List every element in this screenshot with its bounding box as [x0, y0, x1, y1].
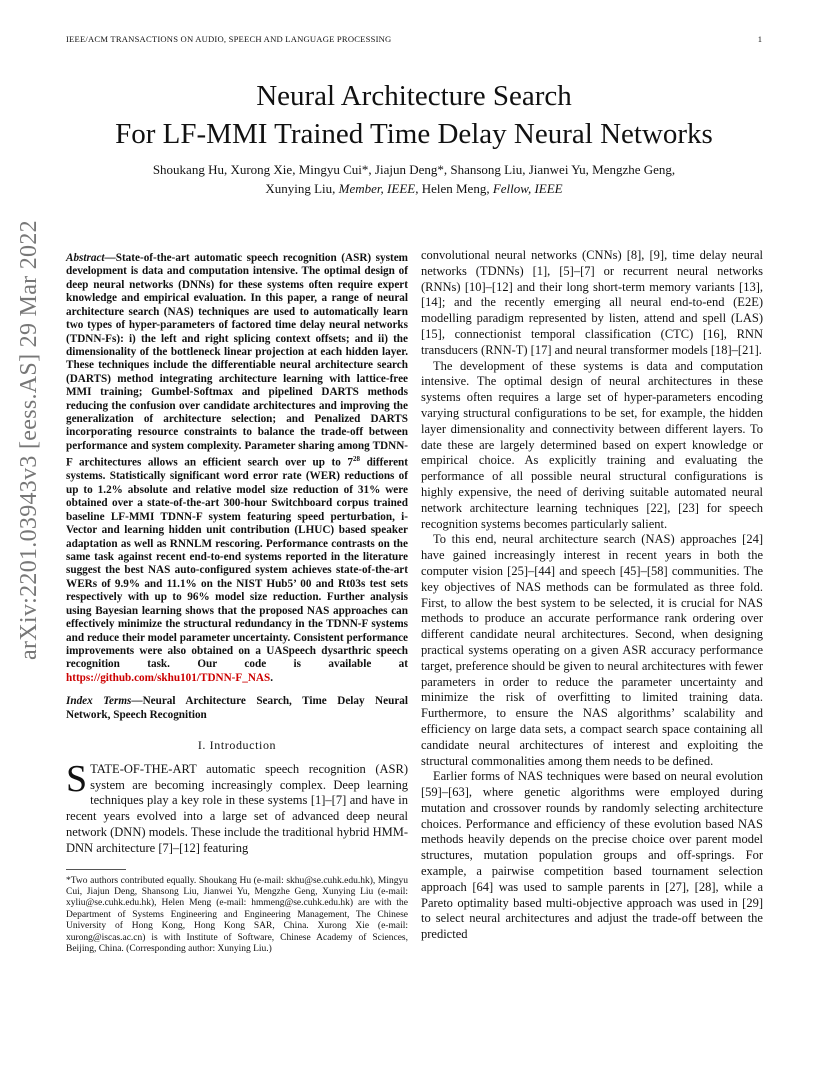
index-terms [66, 695, 408, 722]
index-terms-lead: Index Terms [66, 695, 132, 708]
paper-title [0, 77, 828, 153]
abstract-text: —State-of-the-art automatic speech recognition (ASR) system development is data and computation intensive. The optimal design of deep neural networks (DNNs) for these systems often require expert knowledge and empirical evaluation. In this paper, a range of neural architecture search (NAS) techniques are used to automatically learn two types of hyper-parameters of factored time delay neural networks (TDNN-Fs): i) the left and right splicing context offsets; and ii) the dimensionality of the bottleneck linear projection at each hidden layer. These techniques include the differentiable neural architecture search (DARTS) method integrating architecture learning with lattice-free MMI training; Gumbel-Softmax and pipelined DARTS methods reducing the confusion over candidate architectures and improving the generalization of architecture selection; and Penalized DARTS incorporating resource constraints to balance the trade-off between performance and system complexity. Parameter sharing among TDNN-F architectures allows an efficient search over up to 7 [66, 252, 408, 470]
authors-line-2 [90, 179, 738, 198]
author-title-fellow: Fellow, IEEE [492, 181, 563, 196]
introduction-paragraph [66, 757, 408, 857]
right-column [421, 248, 763, 943]
footnote-rule [66, 869, 126, 870]
code-link[interactable]: https://github.com/skhu101/TDNN-F_NAS [66, 671, 271, 684]
author-list [90, 160, 738, 198]
body-paragraph-3: To this end, neural architecture search (NAS) approaches [24] have gained increasingly interest in recent years in both the computer vision [25]–[44] and speech [45]–[58] communities. The key objectives of NAS methods can be formulated as three fold. First, to allow the best system to be selected, it is crucial for NAS methods to produce an accurate performance rank ordering over different candidate neural architectures. Second, when designing practical systems operating on a given ASR accuracy performance target, preference should be given to neural architectures with fewer parameters in order to reduce the parameter uncertainty and minimize the risk of overfitting to limited training data. Furthermore, to ensure the NAS algorithms’ scalability and efficiency on large data sets, a compact search space containing all candidate neural architectures of interest and exploiting the structural commonalities among them needs to be defined. [421, 532, 763, 768]
abstract [66, 252, 408, 685]
author-title-member: Member, IEEE [338, 181, 416, 196]
abstract-text-cont: different systems. Statistically significant word error rate (WER) reductions of up to 1.2% absolute and relative model size reduction of 31% were obtained over a state-of-the-art 300-hour Switchboard corpus trained baseline LF-MMI TDNN-F system featuring speed perturbation, i-Vector and learning hidden unit contribution (LHUC) based speaker adaptation as well as RNNLM rescoring. Performance contrasts on the same task against recent end-to-end systems reported in the literature suggest the best NAS auto-configured system achieves state-of-the-art WERs of 9.9% and 11.1% on the NIST Hub5’ 00 and Rt03s test sets respectively with up to 96% model size reduction. Further analysis using Bayesian learning shows that the proposed NAS approaches can effectively minimize the structural redundancy in the TDNN-F systems and reduce their model parameter uncertainty. Consistent performance improvements were also obtained on a UASpeech dysarthric speech recognition task. Our code is available at [66, 457, 408, 671]
abstract-exponent: 28 [353, 455, 361, 464]
arxiv-identifier: arXiv:2201.03943v3 [eess.AS] 29 Mar 2022 [16, 220, 42, 660]
authors-line-1: Shoukang Hu, Xurong Xie, Mingyu Cui*, Jiajun Deng*, Shansong Liu, Jianwei Yu, Mengzhe Geng, [152, 162, 676, 177]
author-name: Xunying Liu, [265, 181, 339, 196]
body-paragraph-1: convolutional neural networks (CNNs) [8], [9], time delay neural networks (TDNNs) [1], [5]–[7] or recurrent neural networks (RNNs) [10]–[12] and their long short-term memory variants [13], [14]; and the recently emerging all neural end-to-end (E2E) modelling paradigm represented by listen, attend and spell (LAS) [15], connectionist temporal classification (CTC) [16], RNN transducers (RNN-T) [17] and neural transformer models [18]–[21]. [421, 248, 763, 357]
left-column [66, 252, 408, 956]
abstract-lead: Abstract [66, 252, 105, 264]
author-footnote: *Two authors contributed equally. Shoukang Hu (e-mail: skhu@se.cuhk.edu.hk), Mingyu Cui, Jiajun Deng, Shansong Liu, Jianwei Yu, Mengzhe Geng, Xunying Liu (e-mail: xyliu@se.cuhk.edu.hk), Helen Meng (e-mail: hmmeng@se.cuhk.edu.hk) are with the Department of Systems Engineering and Engineering Management, The Chinese University of Hong Kong, Hong Kong SAR, China. Xurong Xie (e-mail: xurong@iscas.ac.cn) is with Institute of Software, Chinese Academy of Sciences, Beijing, China. (Corresponding author: Xunying Liu.) [66, 875, 408, 955]
body-paragraph-4: Earlier forms of NAS techniques were based on neural evolution [59]–[63], where genetic algorithms were employed during mutation and crossover rounds by randomly selecting architecture choices. Performance and efficiency of these evolution based NAS methods heavily depends on the precise choice over parent model structures, mutation population groups and off-springs. For example, a pairwise competition based tournament selection approach [64] was used to sample parents in [27], [28], while a Pareto optimality based multi-objective approach was used in [29] to select neural architectures and adjust the trade-off between the predicted [421, 769, 763, 942]
abstract-end: . [270, 671, 274, 684]
introduction-text: TATE-OF-THE-ART automatic speech recognition (ASR) system are becoming increasingly complex. Deep learning techniques play a key role in these systems [1]–[7] and have in recent years evolved into a large set of advanced deep neural network (DNN) models. These include the traditional hybrid HMM-DNN architecture [7]–[12] featuring [66, 761, 408, 855]
section-heading: I. Introduction [197, 738, 277, 753]
body-paragraph-2: The development of these systems is data and computation intensive. The optimal design of neural architectures in these systems often requires a large set of hyper-parameters encoding varying structural configurations to be set, for example, the hidden layer dimensionality and connectivity between different layers. To date these are largely determined based on expert knowledge or empirical choice. As explicitly training and evaluating the performance of all possible neural structural configurations is highly expensive, the need of deriving suitable automated neural network architecture learning techniques [22], [23] for speech recognition systems becomes particularly salient. [421, 358, 763, 531]
running-head: IEEE/ACM TRANSACTIONS ON AUDIO, SPEECH AND LANGUAGE PROCESSING [66, 34, 392, 44]
title-line-1: Neural Architecture Search [256, 80, 572, 112]
page-number: 1 [757, 34, 762, 44]
title-line-2: For LF-MMI Trained Time Delay Neural Networks [115, 118, 713, 150]
index-terms-text: —Neural Architecture Search, Time Delay Neural Network, Speech Recognition [66, 695, 408, 721]
author-name: , Helen Meng, [415, 181, 493, 196]
drop-cap: S [66, 757, 88, 800]
